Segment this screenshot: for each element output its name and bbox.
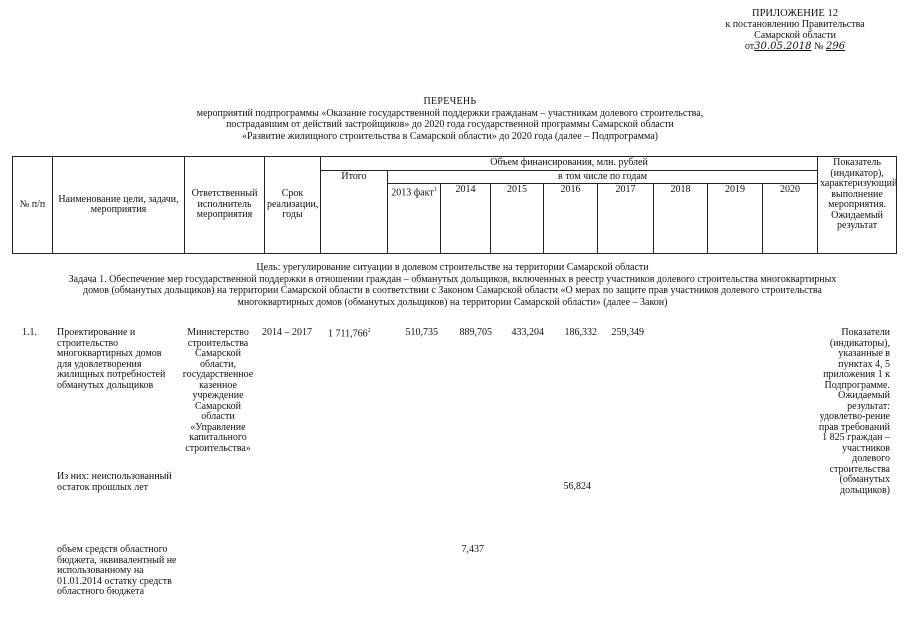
col-name: Наименование цели, задачи, мероприятия [53, 157, 185, 254]
title-line2: пострадавшим от действий застройщиков» до 2020 года государственной программы Самарской области [226, 119, 674, 130]
appendix-title: ПРИЛОЖЕНИЕ 12 [752, 8, 838, 19]
col-executor: Ответственный исполнитель мероприятия [185, 157, 265, 254]
appendix-date-line [710, 41, 880, 52]
col-year-2014: 2014 [441, 184, 491, 254]
date-prefix: от [744, 41, 755, 52]
row-number: 1.1. [22, 327, 37, 338]
row-value-2017: 186,332 [564, 327, 597, 338]
title-line1: мероприятий подпрограммы «Оказание государственной поддержки гражданам – участникам долевого строительства, [196, 107, 704, 119]
row-term: 2014 – 2017 [262, 327, 312, 338]
col-number: № п/п [13, 157, 53, 254]
col-year-2016: 2016 [544, 184, 598, 254]
appendix-line1: к постановлению Правительства [725, 19, 865, 30]
col-term: Срок реализации, годы [265, 157, 321, 254]
row-value-2015: 889,705 [459, 327, 492, 338]
goal-section [20, 262, 885, 308]
row-value-2016: 433,204 [511, 327, 544, 338]
goal-line: Цель: урегулирование ситуации в долевом строительстве на территории Самарской области [256, 262, 649, 273]
col-year-2018: 2018 [654, 184, 708, 254]
task-line2: домов (обманутых дольщиков) на территории Самарской области в соответствии с Законом Самарской области «О мерах по защите прав участников долевого строительства [83, 285, 822, 296]
title-heading: ПЕРЕЧЕНЬ [423, 96, 477, 107]
appendix-block [710, 8, 880, 52]
row-value-2014: 510,735 [405, 327, 438, 338]
col-year-2013: 2013 факт$^1$ [388, 184, 441, 254]
title-line3: «Развитие жилищного строительства в Самарской области» до 2020 года (далее – Подпрограмма) [241, 130, 659, 142]
row-value-2018: 259,349 [611, 327, 644, 338]
row-total: 1 711,766$^2$ [328, 328, 371, 340]
subrow-unused-balance: Из них: неиспользованный остаток прошлых лет [57, 471, 172, 493]
document-title [160, 96, 740, 142]
row-executor: Министерство строительства Самарской области, государственное казенное учреждение Самарской области «Управление капитального строительства» [182, 327, 254, 454]
subrow-unused-2017: 56,824 [563, 481, 591, 492]
col-by-years: в том числе по годам [388, 170, 818, 184]
col-year-2020: 2020 [763, 184, 818, 254]
col-year-2017: 2017 [598, 184, 654, 254]
row-name: Проектирование и строительство многоквартирных домов для удовлетворения жилищных потребностей обманутых дольщиков [57, 327, 166, 391]
task-line1: Задача 1. Обеспечение мер государственной поддержки в отношении граждан – обманутых дольщиков, включенных в реестр участников долевого строительства многоквартирных [68, 273, 837, 285]
col-year-2015: 2015 [491, 184, 544, 254]
handwritten-date: 30.05.2018 [754, 41, 812, 52]
col-total: Итого [321, 170, 388, 254]
row-indicator: Показатели (индикаторы), указанные в пунктах 4, 5 приложения 1 к Подпрограмме. Ожидаемый результат: удовлетво-рение прав требований 1 825 граждан – участников долевого строительства (обманутых дольщиков) [818, 327, 890, 496]
subrow-regional-budget: объем средств областного бюджета, эквивалентный не использованному на 01.01.2014 остатку средств областного бюджета [57, 544, 177, 597]
col-year-2019: 2019 [708, 184, 763, 254]
table-header [12, 156, 897, 254]
appendix-line2: Самарской области [754, 30, 836, 41]
col-funding: Объем финансирования, млн. рублей [321, 157, 818, 171]
number-prefix: № [813, 41, 824, 52]
col-indicator: Показатель (индикатор), характеризующий выполнение мероприятия. Ожидаемый результат [818, 157, 897, 254]
task-line3: многоквартирных домов (обманутых дольщиков) на территории Самарской области» (далее – Закон) [237, 296, 668, 308]
handwritten-number: 296 [825, 41, 846, 52]
subrow-regional-2015: 7,437 [461, 544, 484, 555]
